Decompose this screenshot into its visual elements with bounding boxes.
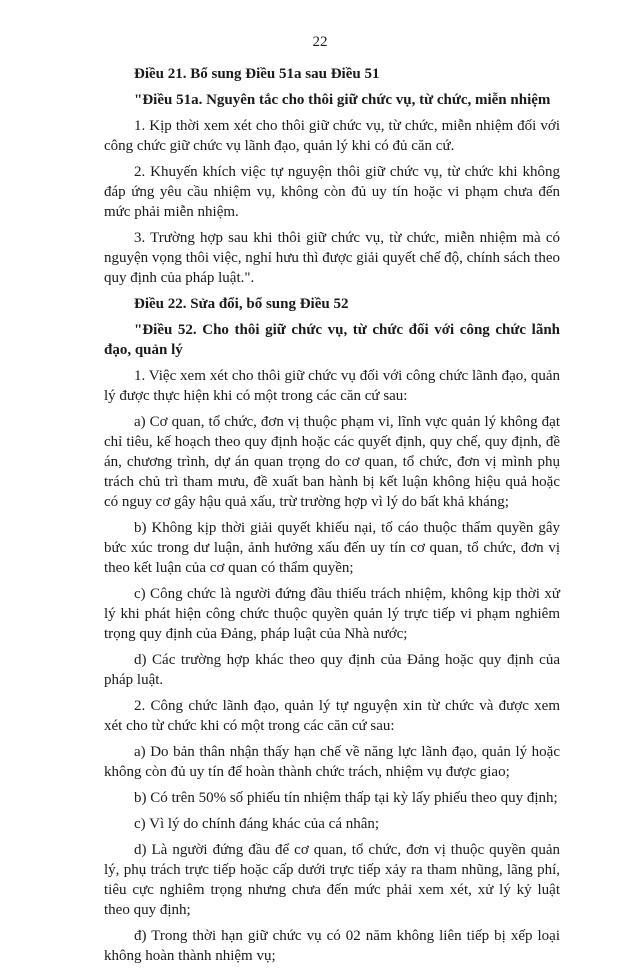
clause-2-point-b: b) Có trên 50% số phiếu tín nhiệm thấp tại kỳ lấy phiếu theo quy định; xyxy=(134,790,558,806)
article-52-heading: "Điều 52. Cho thôi giữ chức vụ, từ chức đối với công chức lãnh đạo, quản lý xyxy=(104,322,560,358)
page-number: 22 xyxy=(312,34,328,50)
clause-2-point-dd: đ) Trong thời hạn giữ chức vụ có 02 năm không liên tiếp bị xếp loại không hoàn thành nhiệm vụ; xyxy=(104,928,560,964)
article-51a-clause-1: 1. Kịp thời xem xét cho thôi giữ chức vụ, từ chức, miễn nhiệm đối với công chức giữ chức vụ lãnh đạo, quản lý khi có đủ căn cứ. xyxy=(104,118,560,154)
clause-1-point-b: b) Không kịp thời giải quyết khiếu nại, tố cáo thuộc thẩm quyền gây bức xúc trong dư luận, ảnh hưởng xấu đến uy tín cơ quan, tổ chức, đơn vị theo kết luận của cơ quan có thẩm quyền; xyxy=(104,520,560,576)
article-52-clause-2: 2. Công chức lãnh đạo, quản lý tự nguyện xin từ chức và được xem xét cho từ chức khi có một trong các căn cứ sau: xyxy=(104,698,560,734)
clause-2-point-a: a) Do bản thân nhận thấy hạn chế về năng lực lãnh đạo, quản lý hoặc không còn đủ uy tín để hoàn thành chức trách, nhiệm vụ được giao; xyxy=(104,744,560,780)
article-52-clause-1: 1. Việc xem xét cho thôi giữ chức vụ đối với công chức lãnh đạo, quản lý được thực hiện khi có một trong các căn cứ sau: xyxy=(104,368,560,404)
clause-2-point-c: c) Vì lý do chính đáng khác của cá nhân; xyxy=(134,816,380,832)
article-51a-heading: "Điều 51a. Nguyên tắc cho thôi giữ chức vụ, từ chức, miễn nhiệm xyxy=(134,92,551,108)
clause-1-point-d: d) Các trường hợp khác theo quy định của Đảng hoặc quy định của pháp luật. xyxy=(104,652,560,688)
article-22-heading: Điều 22. Sửa đổi, bổ sung Điều 52 xyxy=(134,296,349,312)
clause-2-point-d: d) Là người đứng đầu để cơ quan, tổ chức, đơn vị thuộc quyền quản lý, phụ trách trực tiếp hoặc cấp dưới trực tiếp xảy ra tham nhũng, lãng phí, tiêu cực nghiêm trọng nhưng chưa đến mức phải xem xét, xử lý kỷ luật theo quy định; xyxy=(104,842,560,918)
clause-1-point-a: a) Cơ quan, tổ chức, đơn vị thuộc phạm vi, lĩnh vực quản lý không đạt chỉ tiêu, kế hoạch theo quy định hoặc các quyết định, quy chế, quy định, đề án, chương trình, dự án quan trọng do cơ quan, tổ chức, đơn vị mình phụ trách chủ trì tham mưu, đề xuất ban hành bị kết luận không hiệu quả hoặc có nguy cơ gây hậu quả xấu, trừ trường hợp vì lý do bất khả kháng; xyxy=(104,414,560,510)
document-body xyxy=(104,64,560,972)
article-21-heading: Điều 21. Bổ sung Điều 51a sau Điều 51 xyxy=(134,66,380,82)
article-51a-clause-3: 3. Trường hợp sau khi thôi giữ chức vụ, từ chức, miễn nhiệm mà có nguyện vọng thôi việc, nghỉ hưu thì được giải quyết chế độ, chính sách theo quy định của pháp luật.". xyxy=(104,230,560,286)
clause-1-point-c: c) Công chức là người đứng đầu thiếu trách nhiệm, không kịp thời xử lý khi phát hiện công chức thuộc quyền quản lý trực tiếp vi phạm nghiêm trọng quy định của Đảng, pháp luật của Nhà nước; xyxy=(104,586,560,642)
article-51a-clause-2: 2. Khuyến khích việc tự nguyện thôi giữ chức vụ, từ chức khi không đáp ứng yêu cầu nhiệm vụ, không còn đủ uy tín hoặc vi phạm chưa đến mức phải miễn nhiệm. xyxy=(104,164,560,220)
